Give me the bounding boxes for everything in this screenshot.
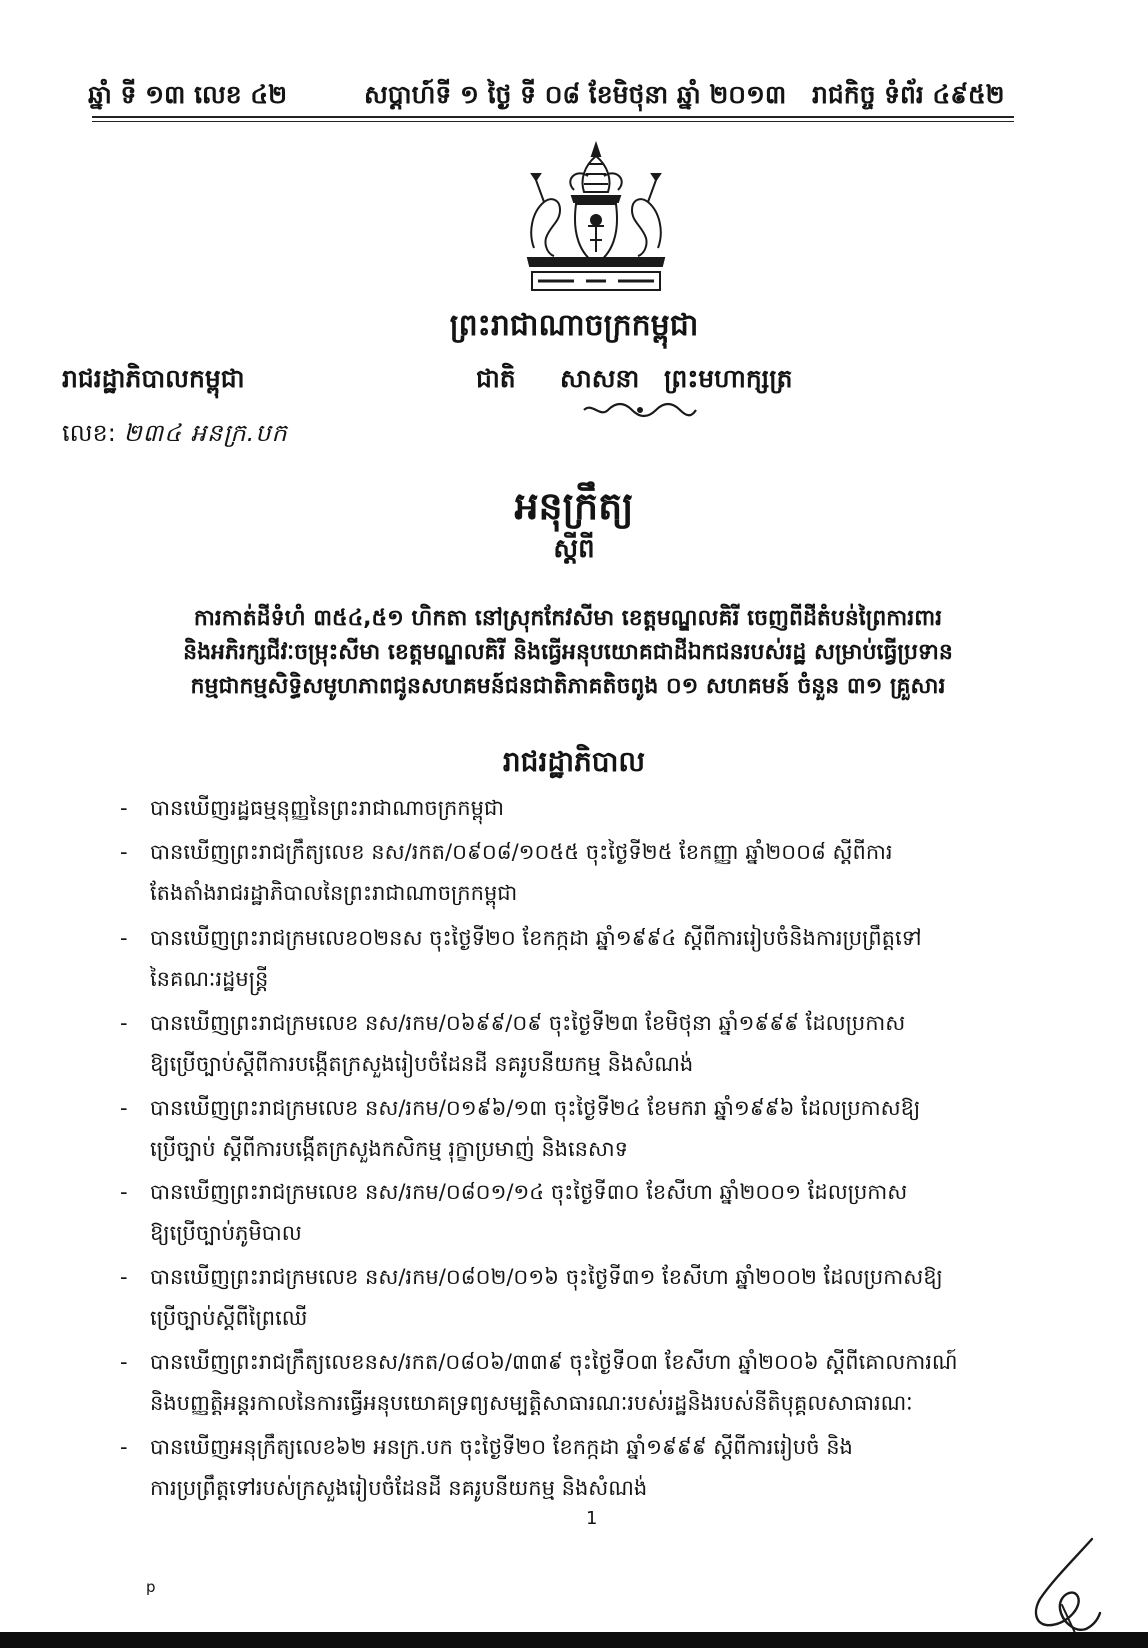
item-line: បានឃើញព្រះរាជក្រមលេខ នស/រកម/០៦៩៩/០៩ ចុះថ្ងៃទី២៣ ខែមិថុនា ឆ្នាំ១៩៩៩ ដែលប្រកាស — [150, 1011, 906, 1035]
council-heading: រាជរដ្ឋាភិបាល — [502, 745, 646, 778]
kingdom-name: ព្រះរាជាណាចក្រកម្ពុជា — [449, 308, 699, 343]
footer-mark: p — [146, 1578, 156, 1596]
document-title: អនុក្រឹត្យ — [514, 484, 634, 528]
item-dash: - — [120, 840, 128, 864]
item-line: តែងតាំងរាជរដ្ឋាភិបាលនៃព្រះរាជាណាចក្រកម្ពុជា — [150, 881, 518, 905]
ornament-divider-icon — [582, 402, 698, 418]
reference-number — [62, 418, 288, 453]
reference-value: ២៣៤ អនក្រ.បក — [123, 419, 288, 447]
motto-nation: ជាតិ — [476, 364, 516, 393]
item-dash: - — [120, 926, 128, 950]
motto-king: ព្រះមហាក្សត្រ — [664, 364, 793, 393]
item-dash: - — [120, 1350, 128, 1374]
header-rule-bottom — [92, 121, 1014, 122]
item-dash: - — [120, 1096, 128, 1120]
item-dash: - — [120, 1180, 128, 1204]
item-line: ឱ្យប្រើច្បាប់ភូមិបាល — [150, 1221, 302, 1245]
item-line: បានឃើញរដ្ឋធម្មនុញ្ញនៃព្រះរាជាណាចក្រកម្ពុជា — [150, 796, 504, 820]
subject-line-2: និងអភិរក្សជីវៈចម្រុះសីមា ខេត្តមណ្ឌលគិរី និងធ្វើអនុបយោគជាដីឯកជនរបស់រដ្ឋ សម្រាប់ធ្វើប្រទាន — [183, 640, 953, 665]
header-gazette-page: រាជកិច្ច ទំព័រ ៤៩៥២ — [812, 80, 1005, 109]
item-line: ប្រើច្បាប់ស្តីពីព្រៃឈើ — [150, 1306, 308, 1330]
subject-line-1: ការកាត់ដីទំហំ ៣៥៤,៥១ ហិកតា នៅស្រុកកែវសីមា ខេត្តមណ្ឌលគិរី ចេញពីដីតំបន់ព្រៃការពារ — [193, 606, 943, 631]
item-line: បានឃើញព្រះរាជក្រឹត្យលេខ នស/រកត/០៩០៨/១០៥៥ ចុះថ្ងៃទី២៥ ខែកញ្ញា ឆ្នាំ២០០៨ ស្តីពីការ — [150, 840, 893, 864]
subject-line-3: កម្មជាកម្មសិទ្ធិសមូហភាពជូនសហគមន៍ជនជាតិភាគតិចពូង ០១ សហគមន៍ ចំនួន ៣១ គ្រួសារ — [190, 674, 946, 699]
government-name: រាជរដ្ឋាភិបាលកម្ពុជា — [62, 364, 245, 393]
royal-coat-of-arms-icon — [514, 140, 678, 300]
item-line: បានឃើញព្រះរាជក្រមលេខ នស/រកម/០៨០២/០១៦ ចុះថ្ងៃទី៣១ ខែសីហា ឆ្នាំ២០០២ ដែលប្រកាសឱ្យ — [150, 1265, 943, 1289]
item-line: បានឃើញព្រះរាជក្រមលេខ នស/រកម/០១៩៦/១៣ ចុះថ្ងៃទី២៤ ខែមករា ឆ្នាំ១៩៩៦ ដែលប្រកាសឱ្យ — [150, 1096, 921, 1120]
item-line: នៃគណៈរដ្ឋមន្ត្រី — [150, 967, 269, 991]
item-line: ប្រើច្បាប់ ស្តីពីការបង្កើតក្រសួងកសិកម្ម រុក្ខាប្រមាញ់ និងនេសាទ — [150, 1137, 628, 1161]
item-dash: - — [120, 1265, 128, 1289]
scan-edge-bar — [0, 1632, 1148, 1648]
item-line: បានឃើញព្រះរាជក្រឹត្យលេខនស/រកត/០៨០៦/៣៣៩ ចុះថ្ងៃទី០៣ ខែសីហា ឆ្នាំ២០០៦ ស្តីពីគោលការណ៍ — [150, 1350, 958, 1374]
item-dash: - — [120, 1435, 128, 1459]
item-line: បានឃើញព្រះរាជក្រមលេខ នស/រកម/០៨០១/១៤ ចុះថ្ងៃទី៣០ ខែសីហា ឆ្នាំ២០០១ ដែលប្រកាស — [150, 1180, 908, 1204]
header-year-issue: ឆ្នាំ ទី ១៣ លេខ ៤២ — [88, 80, 287, 109]
header-week-date: សប្តាហ៍ទី ១ ថ្ងៃ ទី ០៨ ខែមិថុនា ឆ្នាំ ២០១៣ — [364, 80, 787, 109]
reference-label: លេខ: — [62, 419, 116, 447]
item-dash: - — [120, 1011, 128, 1035]
header-rule-top — [92, 116, 1014, 118]
item-line: ការប្រព្រឹត្តទៅរបស់ក្រសួងរៀបចំដែនដី នគរូបនីយកម្ម និងសំណង់ — [150, 1476, 648, 1500]
signature-icon — [1022, 1535, 1104, 1637]
page-number: 1 — [586, 1508, 598, 1529]
item-line: បានឃើញព្រះរាជក្រមលេខ០២នស ចុះថ្ងៃទី២០ ខែកក្កដា ឆ្នាំ១៩៩៤ ស្តីពីការរៀបចំនិងការប្រព្រឹត្តទៅ — [150, 926, 922, 950]
motto-religion: សាសនា — [560, 364, 640, 393]
document-subtitle: ស្តីពី — [553, 534, 595, 564]
item-line: ឱ្យប្រើច្បាប់ស្តីពីការបង្កើតក្រសួងរៀបចំដែនដី នគរូបនីយកម្ម និងសំណង់ — [150, 1052, 694, 1076]
item-line: បានឃើញអនុក្រឹត្យលេខ៦២ អនក្រ.បក ចុះថ្ងៃទី២០ ខែកក្កដា ឆ្នាំ១៩៩៩ ស្តីពីការរៀបចំ និង — [150, 1435, 853, 1459]
item-dash: - — [120, 796, 128, 820]
item-line: និងបញ្ញត្តិអន្តរកាលនៃការធ្វើអនុបយោគទ្រព្យសម្បត្តិសាធារណៈរបស់រដ្ឋនិងរបស់នីតិបុគ្គលសាធារណៈ — [150, 1391, 913, 1415]
